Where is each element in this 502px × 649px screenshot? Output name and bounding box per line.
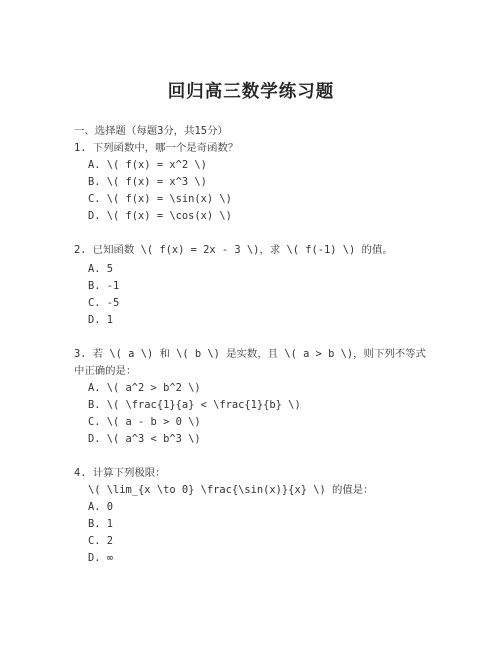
question-2-option-d: D. 1	[88, 314, 114, 326]
question-4-stem-line-2: \( \lim_{x \to 0} \frac{\sin(x)}{x} \) 的值是：	[88, 484, 374, 496]
question-3-option-b: B. \( \frac{1}{a} < \frac{1}{b} \)	[88, 399, 301, 411]
section-header: 一、选择题（每题3分，共15分）	[74, 125, 228, 137]
question-3-option-a: A. \( a^2 > b^2 \)	[88, 382, 201, 394]
question-1-option-b: B. \( f(x) = x^3 \)	[88, 176, 207, 188]
question-2-option-b: B. -1	[88, 280, 120, 292]
question-4-option-d: D. ∞	[88, 552, 114, 564]
question-2-option-a: A. 5	[88, 263, 114, 275]
question-1-option-a: A. \( f(x) = x^2 \)	[88, 159, 207, 171]
question-3-stem-line-2: 中正确的是：	[74, 365, 137, 377]
question-2-option-c: C. -5	[88, 297, 120, 309]
question-3-option-c: C. \( a - b > 0 \)	[88, 416, 201, 428]
question-2-stem: 2. 已知函数 \( f(x) = 2x - 3 \)，求 \( f(-1) \) 的值。	[74, 244, 393, 256]
question-4-option-b: B. 1	[88, 518, 114, 530]
question-4-option-a: A. 0	[88, 501, 114, 513]
question-4-option-c: C. 2	[88, 535, 114, 547]
question-1-option-c: C. \( f(x) = \sin(x) \)	[88, 193, 232, 205]
question-3-stem-line-1: 3. 若 \( a \) 和 \( b \) 是实数，且 \( a > b \)，则下列不等式	[74, 348, 426, 360]
question-1-stem: 1. 下列函数中，哪一个是奇函数？	[74, 142, 239, 154]
question-3-option-d: D. \( a^3 < b^3 \)	[88, 433, 201, 445]
question-1-option-d: D. \( f(x) = \cos(x) \)	[88, 210, 232, 222]
question-4-stem-line-1: 4. 计算下列极限：	[74, 467, 166, 479]
document-title: 回归高三数学练习题	[167, 82, 335, 102]
